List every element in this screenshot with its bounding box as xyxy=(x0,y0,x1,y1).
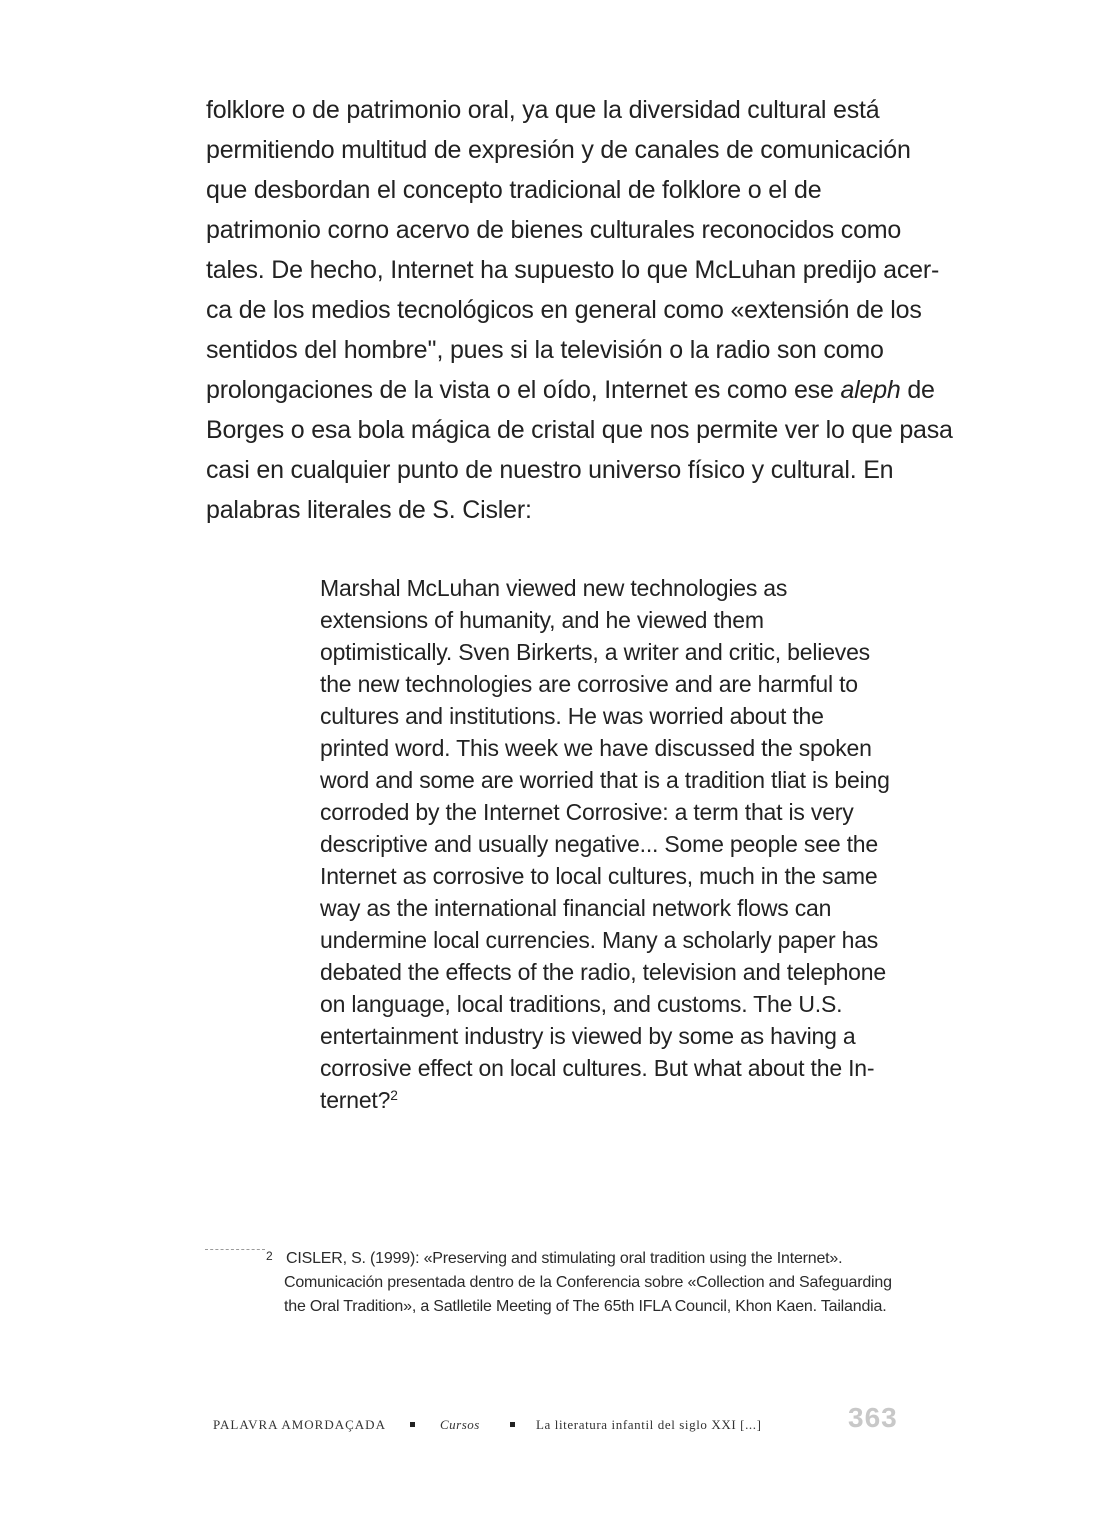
footnote-line: the Oral Tradition», a Satlletile Meeting of The 65th IFLA Council, Khon Kaen. Tailandia. xyxy=(284,1298,887,1315)
quote-line: way as the international financial network flows can xyxy=(320,895,832,921)
quote-line: descriptive and usually negative... Some people see the xyxy=(320,831,878,857)
paragraph-line: casi en cualquier punto de nuestro universo físico y cultural. En xyxy=(206,456,894,484)
paragraph-line: sentidos del hombre'', pues si la televisión o la radio son como xyxy=(206,336,884,364)
quote-line: Internet as corrosive to local cultures, much in the same xyxy=(320,863,878,889)
paragraph-line: que desbordan el concepto tradicional de folklore o el de xyxy=(206,176,822,204)
footer-bullet-icon xyxy=(510,1422,515,1427)
quote-line: cultures and institutions. He was worried about the xyxy=(320,703,824,729)
footnote-separator xyxy=(205,1249,265,1250)
paragraph-line: palabras literales de S. Cisler: xyxy=(206,496,532,524)
footnote-line: Comunicación presentada dentro de la Conferencia sobre «Collection and Safeguarding xyxy=(284,1274,892,1291)
paragraph-line: ca de los medios tecnológicos en general como «extensión de los xyxy=(206,296,922,324)
quote-line: on language, local traditions, and customs. The U.S. xyxy=(320,991,843,1017)
paragraph-line: Borges o esa bola mágica de cristal que nos permite ver lo que pasa xyxy=(206,416,953,444)
italic-term: aleph xyxy=(840,376,901,404)
footer-publication: PALAVRA AMORDAÇADA xyxy=(213,1417,386,1432)
quote-line: optimistically. Sven Birkerts, a writer and critic, believes xyxy=(320,639,870,665)
quote-line: corrosive effect on local cultures. But what about the In- xyxy=(320,1055,875,1081)
quote-line: entertainment industry is viewed by some as having a xyxy=(320,1023,856,1049)
footer-chapter: La literatura infantil del siglo XXI [...] xyxy=(536,1417,762,1432)
quote-line: corroded by the Internet Corrosive: a term that is very xyxy=(320,799,854,825)
paragraph-line: folklore o de patrimonio oral, ya que la diversidad cultural está xyxy=(206,96,880,124)
paragraph-line: patrimonio corno acervo de bienes culturales reconocidos como xyxy=(206,216,902,244)
quote-line: word and some are worried that is a tradition tliat is being xyxy=(320,767,890,793)
paragraph-line: permitiendo multitud de expresión y de canales de comunicación xyxy=(206,136,911,164)
quote-line: the new technologies are corrosive and are harmful to xyxy=(320,671,858,697)
page-number: 363 xyxy=(848,1402,898,1433)
quote-line: undermine local currencies. Many a scholarly paper has xyxy=(320,927,879,953)
footer-section: Cursos xyxy=(440,1417,480,1432)
paragraph-line-with-aleph: prolongaciones de la vista o el oído, Internet es como ese aleph de xyxy=(206,376,935,404)
footnote-reference: 2 xyxy=(390,1088,398,1103)
footnote-marker: 2 xyxy=(266,1249,273,1263)
quote-line: ternet? xyxy=(320,1087,391,1113)
footer-bullet-icon xyxy=(410,1422,415,1427)
paragraph-line: tales. De hecho, Internet ha supuesto lo que McLuhan predijo acer- xyxy=(206,256,940,284)
quote-last-line xyxy=(320,1089,398,1112)
quote-line: debated the effects of the radio, television and telephone xyxy=(320,959,886,985)
quote-line: Marshal McLuhan viewed new technologies as xyxy=(320,575,788,601)
quote-line: extensions of humanity, and he viewed them xyxy=(320,607,764,633)
footnote-line: CISLER, S. (1999): «Preserving and stimulating oral tradition using the Internet». xyxy=(286,1250,843,1267)
quote-line: printed word. This week we have discussed the spoken xyxy=(320,735,872,761)
